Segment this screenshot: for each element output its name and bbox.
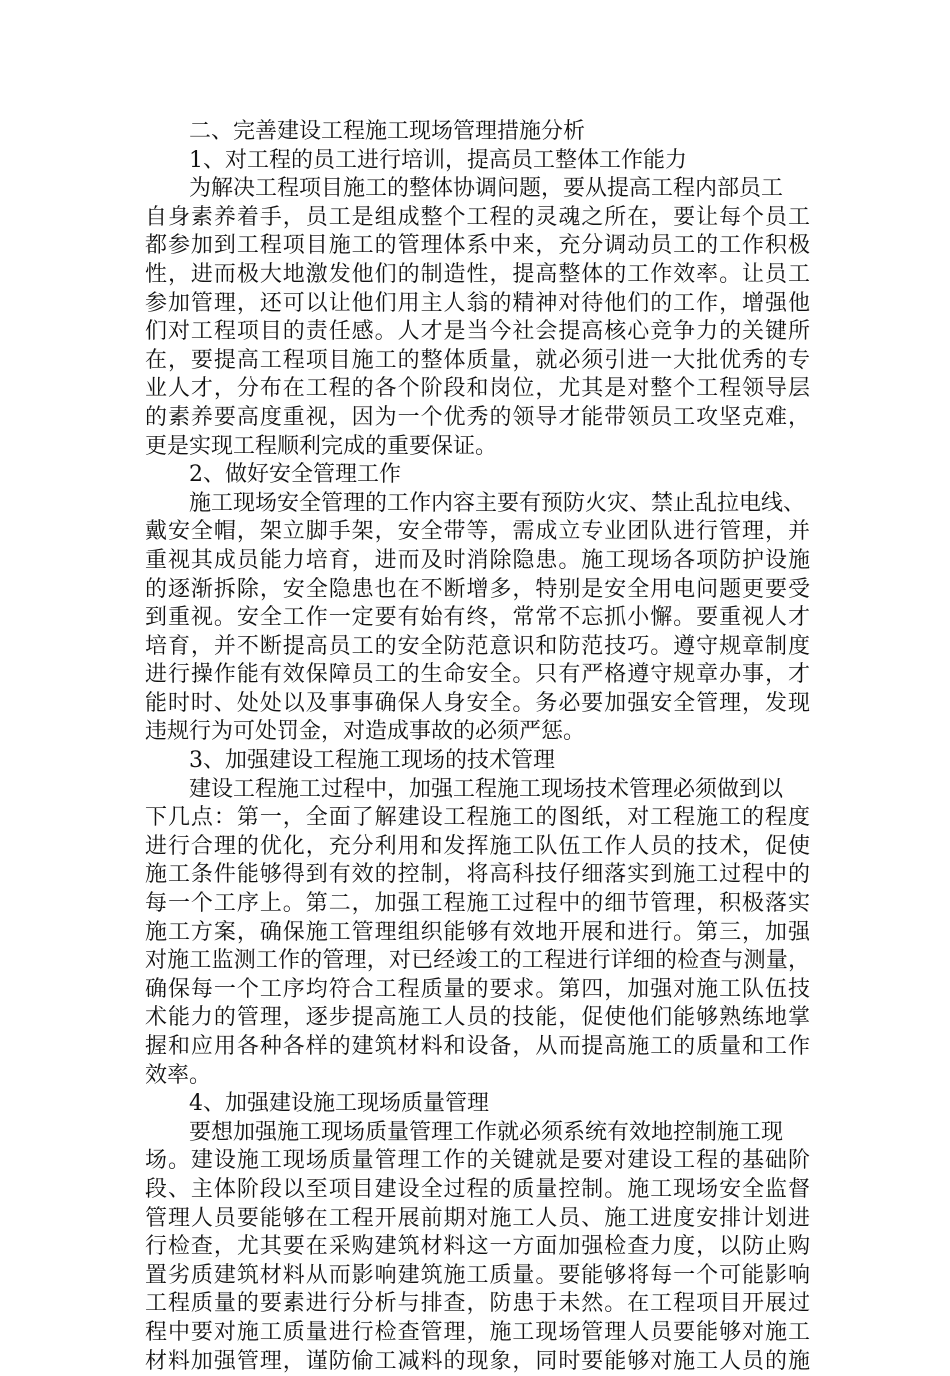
paragraph-line: 行检查，尤其要在采购建筑材料这一方面加强检查力度，以防止购 [145,1234,810,1260]
paragraph-line: 进行操作能有效保障员工的生命安全。只有严格遵守规章办事，才 [145,662,810,688]
paragraph-line: 在，要提高工程项目施工的整体质量，就必须引进一大批优秀的专 [145,347,810,373]
document-heading: 二、完善建设工程施工现场管理措施分析 [189,119,586,144]
paragraph-line: 管理人员要能够在工程开展前期对施工人员、施工进度安排计划进 [145,1205,810,1231]
paragraph-line: 下几点：第一，全面了解建设工程施工的图纸，对工程施工的程度 [145,805,810,831]
paragraph-line: 程中要对施工质量进行检查管理，施工现场管理人员要能够对施工 [145,1319,810,1345]
section-1 [145,147,810,462]
paragraph-line: 重视其成员能力培育，进而及时消除隐患。施工现场各项防护设施 [145,547,810,573]
paragraph-line: 每一个工序上。第二，加强工程施工过程中的细节管理，积极落实 [145,891,810,917]
paragraph-line: 段、主体阶段以至项目建设全过程的质量控制。施工现场安全监督 [145,1176,810,1202]
paragraph-line: 对施工监测工作的管理，对已经竣工的工程进行详细的检查与测量， [145,948,810,974]
paragraph-line: 效率。 [145,1062,212,1088]
paragraph-line: 性，进而极大地激发他们的制造性，提高整体的工作效率。让员工 [145,261,810,287]
paragraph-line: 的逐渐拆除，安全隐患也在不断增多，特别是安全用电问题更要受 [145,576,810,602]
paragraph-line: 们对工程项目的责任感。人才是当今社会提高核心竞争力的关键所 [145,319,810,345]
paragraph-line: 培育，并不断提高员工的安全防范意识和防范技巧。遵守规章制度 [145,633,810,659]
paragraph-line: 业人才，分布在工程的各个阶段和岗位，尤其是对整个工程领导层 [145,376,810,402]
section-4 [145,1090,810,1376]
paragraph-line: 施工方案，确保施工管理组织能够有效地开展和进行。第三，加强 [145,919,810,945]
paragraph-line: 置劣质建筑材料从而影响建筑施工质量。要能够将每一个可能影响 [145,1262,810,1288]
paragraph-line: 戴安全帽，架立脚手架，安全带等，需成立专业团队进行管理，并 [145,519,810,545]
paragraph-line: 建设工程施工过程中，加强工程施工现场技术管理必须做到以 [189,776,784,802]
paragraph-line: 握和应用各种各样的建筑材料和设备，从而提高施工的质量和工作 [145,1034,810,1059]
paragraph-line: 要想加强施工现场质量管理工作就必须系统有效地控制施工现 [189,1119,784,1145]
section-2-title: 2、做好安全管理工作 [189,462,401,488]
paragraph-line: 为解决工程项目施工的整体协调问题，要从提高工程内部员工 [189,176,784,202]
paragraph-line: 施工条件能够得到有效的控制，将高科技仔细落实到施工过程中的 [145,862,810,888]
paragraph-line: 术能力的管理，逐步提高施工人员的技能，促使他们能够熟练地掌 [145,1005,810,1031]
paragraph-line: 违规行为可处罚金，对造成事故的必须严惩。 [145,719,586,745]
section-3-title: 3、加强建设工程施工现场的技术管理 [189,748,555,774]
paragraph-line: 的素养要高度重视，因为一个优秀的领导才能带领员工攻坚克难， [145,404,810,430]
paragraph-line: 场。建设施工现场质量管理工作的关键就是要对建设工程的基础阶 [145,1148,810,1174]
section-2 [145,461,810,747]
paragraph-line: 自身素养着手，员工是组成整个工程的灵魂之所在，要让每个员工 [145,204,810,230]
paragraph-line: 更是实现工程顺利完成的重要保证。 [145,433,498,459]
section-3 [145,747,810,1090]
section-4-title: 4、加强建设施工现场质量管理 [189,1091,489,1117]
section-1-title: 1、对工程的员工进行培训，提高员工整体工作能力 [189,147,687,173]
paragraph-line: 施工现场安全管理的工作内容主要有预防火灾、禁止乱拉电线、 [189,490,806,516]
document-body [145,118,810,1376]
paragraph-line: 能时时、处处以及事事确保人身安全。务必要加强安全管理，发现 [145,690,810,716]
paragraph-line: 确保每一个工序均符合工程质量的要求。第四，加强对施工队伍技 [145,976,810,1002]
paragraph-line: 工程质量的要素进行分析与排查，防患于未然。在工程项目开展过 [145,1291,810,1317]
paragraph-line: 参加管理，还可以让他们用主人翁的精神对待他们的工作，增强他 [145,290,810,316]
paragraph-line: 到重视。安全工作一定要有始有终，常常不忘抓小懈。要重视人才 [145,605,810,631]
paragraph-line: 都参加到工程项目施工的管理体系中来，充分调动员工的工作积极 [145,233,810,259]
paragraph-line: 材料加强管理，谨防偷工减料的现象，同时要能够对施工人员的施 [145,1348,810,1374]
paragraph-line: 进行合理的优化，充分利用和发挥施工队伍工作人员的技术，促使 [145,833,810,859]
